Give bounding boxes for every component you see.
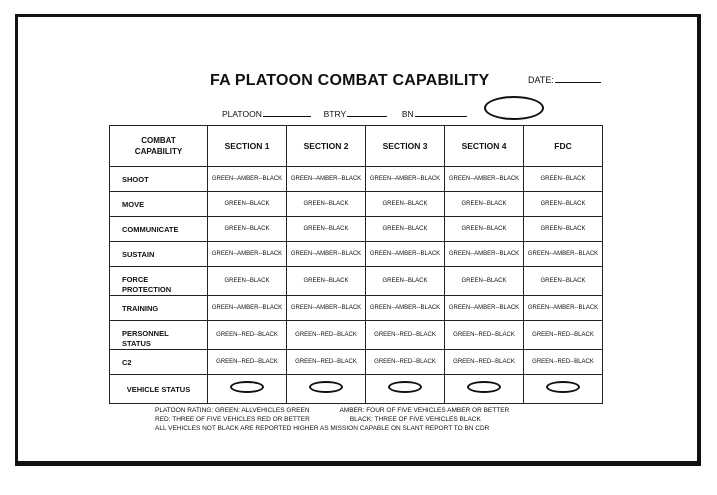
- rating-cell[interactable]: GREEN--BLACK: [524, 192, 603, 217]
- rating-cell[interactable]: GREEN--BLACK: [445, 217, 524, 242]
- row-label: MOVE: [110, 192, 208, 217]
- rating-cell[interactable]: GREEN--BLACK: [366, 267, 445, 296]
- rating-cell[interactable]: GREEN--AMBER--BLACK: [524, 242, 603, 267]
- status-oval[interactable]: [467, 381, 501, 393]
- status-oval[interactable]: [230, 381, 264, 393]
- rating-cell[interactable]: GREEN--AMBER--BLACK: [366, 167, 445, 192]
- rating-cell[interactable]: GREEN--BLACK: [208, 192, 287, 217]
- bn-label: BN: [401, 109, 414, 119]
- btry-blank[interactable]: [347, 107, 387, 117]
- rating-cell[interactable]: GREEN--RED--BLACK: [445, 350, 524, 375]
- rating-cell[interactable]: GREEN--BLACK: [287, 192, 366, 217]
- rating-cell[interactable]: GREEN--BLACK: [366, 217, 445, 242]
- unit-fields: [222, 107, 467, 119]
- combat-capability-header: COMBAT CAPABILITY: [110, 126, 208, 167]
- rating-cell[interactable]: GREEN--RED--BLACK: [445, 321, 524, 350]
- rating-cell[interactable]: GREEN--BLACK: [287, 217, 366, 242]
- rating-cell[interactable]: GREEN--AMBER--BLACK: [524, 296, 603, 321]
- rating-cell[interactable]: GREEN--BLACK: [287, 267, 366, 296]
- row-label: C2: [110, 350, 208, 375]
- rating-cell[interactable]: GREEN--BLACK: [524, 167, 603, 192]
- status-oval[interactable]: [309, 381, 343, 393]
- capability-row: [110, 242, 603, 267]
- rating-cell[interactable]: GREEN--AMBER--BLACK: [366, 296, 445, 321]
- rating-cell[interactable]: GREEN--AMBER--BLACK: [208, 167, 287, 192]
- slant-report-note: ALL VEHICLES NOT BLACK ARE REPORTED HIGHER AS MISSION CAPABLE ON SLANT REPORT TO BN CDR: [155, 425, 490, 432]
- rating-amber-note: AMBER: FOUR OF FIVE VEHICLES AMBER OR BETTER: [339, 407, 510, 414]
- rating-cell[interactable]: GREEN--RED--BLACK: [524, 321, 603, 350]
- vehicle-status-cell[interactable]: [287, 375, 366, 404]
- column-header: FDC: [524, 126, 603, 167]
- rating-cell[interactable]: GREEN--BLACK: [208, 217, 287, 242]
- vehicle-status-label: VEHICLE STATUS: [110, 375, 208, 404]
- capability-row: [110, 217, 603, 242]
- rating-cell[interactable]: GREEN--BLACK: [524, 217, 603, 242]
- rating-cell[interactable]: GREEN--AMBER--BLACK: [445, 296, 524, 321]
- header-row: [110, 126, 603, 167]
- column-header: SECTION 3: [366, 126, 445, 167]
- row-label: FORCE PROTECTION: [110, 267, 208, 296]
- rating-cell[interactable]: GREEN--BLACK: [524, 267, 603, 296]
- row-label: COMMUNICATE: [110, 217, 208, 242]
- btry-label: BTRY: [323, 109, 347, 119]
- date-blank[interactable]: [555, 73, 601, 83]
- rating-cell[interactable]: GREEN--RED--BLACK: [366, 350, 445, 375]
- rating-cell[interactable]: GREEN--BLACK: [445, 267, 524, 296]
- platoon-label: PLATOON: [222, 109, 262, 119]
- capability-row: [110, 192, 603, 217]
- row-label: SUSTAIN: [110, 242, 208, 267]
- vehicle-status-cell[interactable]: [524, 375, 603, 404]
- rating-cell[interactable]: GREEN--RED--BLACK: [208, 350, 287, 375]
- column-header: SECTION 1: [208, 126, 287, 167]
- rating-cell[interactable]: GREEN--AMBER--BLACK: [366, 242, 445, 267]
- status-oval[interactable]: [546, 381, 580, 393]
- rating-cell[interactable]: GREEN--AMBER--BLACK: [208, 296, 287, 321]
- rating-cell[interactable]: GREEN--AMBER--BLACK: [445, 242, 524, 267]
- rating-cell[interactable]: GREEN--AMBER--BLACK: [445, 167, 524, 192]
- row-label: PERSONNEL STATUS: [110, 321, 208, 350]
- rating-cell[interactable]: GREEN--RED--BLACK: [208, 321, 287, 350]
- rating-cell[interactable]: GREEN--AMBER--BLACK: [287, 296, 366, 321]
- rating-cell[interactable]: GREEN--BLACK: [445, 192, 524, 217]
- rating-red-note: RED: THREE OF FIVE VEHICLES RED OR BETTER: [155, 416, 310, 423]
- date-label: DATE:: [528, 75, 554, 85]
- vehicle-status-cell[interactable]: [445, 375, 524, 404]
- capability-row: [110, 321, 603, 350]
- capability-row: [110, 350, 603, 375]
- status-oval[interactable]: [388, 381, 422, 393]
- bn-blank[interactable]: [415, 107, 467, 117]
- rating-cell[interactable]: GREEN--RED--BLACK: [366, 321, 445, 350]
- capability-row: [110, 167, 603, 192]
- capability-table: [109, 125, 603, 404]
- rating-black-note: BLACK: THREE OF FIVE VEHICLES BLACK: [349, 416, 481, 423]
- rating-cell[interactable]: GREEN--RED--BLACK: [287, 321, 366, 350]
- vehicle-status-row: [110, 375, 603, 404]
- platoon-blank[interactable]: [263, 107, 311, 117]
- row-label: TRAINING: [110, 296, 208, 321]
- rating-cell[interactable]: GREEN--AMBER--BLACK: [208, 242, 287, 267]
- rating-notes: [155, 406, 509, 433]
- capability-row: [110, 296, 603, 321]
- capability-row: [110, 267, 603, 296]
- vehicle-status-cell[interactable]: [208, 375, 287, 404]
- rating-green-note: PLATOON RATING: GREEN: ALLVEHICLES GREEN: [155, 407, 310, 414]
- vehicle-status-cell[interactable]: [366, 375, 445, 404]
- column-header: SECTION 4: [445, 126, 524, 167]
- rating-cell[interactable]: GREEN--BLACK: [366, 192, 445, 217]
- rating-cell[interactable]: GREEN--RED--BLACK: [524, 350, 603, 375]
- platoon-status-oval[interactable]: [484, 96, 544, 120]
- rating-cell[interactable]: GREEN--BLACK: [208, 267, 287, 296]
- rating-cell[interactable]: GREEN--AMBER--BLACK: [287, 242, 366, 267]
- form-title: FA PLATOON COMBAT CAPABILITY: [210, 72, 490, 89]
- row-label: SHOOT: [110, 167, 208, 192]
- rating-cell[interactable]: GREEN--RED--BLACK: [287, 350, 366, 375]
- date-field[interactable]: [528, 73, 601, 85]
- column-header: SECTION 2: [287, 126, 366, 167]
- rating-cell[interactable]: GREEN--AMBER--BLACK: [287, 167, 366, 192]
